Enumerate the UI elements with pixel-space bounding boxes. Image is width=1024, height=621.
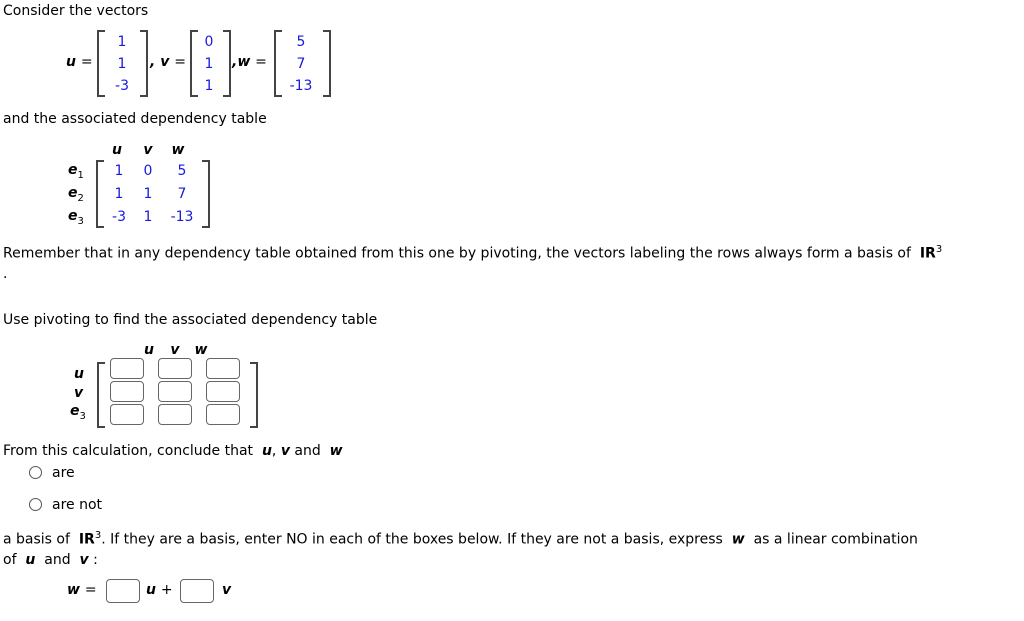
v-2: 1 xyxy=(204,56,214,72)
row-e1: $e_1$ xyxy=(68,162,84,181)
w-1: 5 xyxy=(296,34,306,50)
v-label: , v = xyxy=(150,54,186,70)
u-plus: u + xyxy=(146,582,173,598)
pivot-cell-input-r2-c3[interactable] xyxy=(206,381,240,402)
bracket-left xyxy=(274,30,282,97)
bracket-right xyxy=(223,30,231,97)
cell: 1 xyxy=(143,186,153,202)
conclude-text: From this calculation, conclude that u, v and w xyxy=(3,443,343,459)
cell: 0 xyxy=(143,163,153,179)
bracket-right xyxy=(140,30,148,97)
col-w: w xyxy=(171,142,185,158)
coef-v-input[interactable] xyxy=(180,579,214,603)
cell: -3 xyxy=(112,209,126,225)
intro-text: Consider the vectors xyxy=(3,3,149,19)
v-label: v xyxy=(222,582,232,598)
period: . xyxy=(3,266,8,282)
w-eq-label: w = xyxy=(67,582,97,598)
u-3: -3 xyxy=(115,78,129,94)
w-2: 7 xyxy=(296,56,306,72)
pivot-cell-input-r3-c1[interactable] xyxy=(110,404,144,425)
row-e2: $e_2$ xyxy=(68,185,84,204)
w-3: -13 xyxy=(289,78,313,94)
pivot-cell-input-r3-c3[interactable] xyxy=(206,404,240,425)
pivot-cell-input-r3-c2[interactable] xyxy=(158,404,192,425)
cell: 1 xyxy=(143,209,153,225)
remember-text: Remember that in any dependency table obtained from this one by pivoting, the vectors labeling the rows always form a basis of $IR^3$ xyxy=(3,244,943,262)
radio-are-not[interactable] xyxy=(29,498,42,511)
cell: 5 xyxy=(177,163,187,179)
u-2: 1 xyxy=(117,56,127,72)
v-3: 1 xyxy=(204,78,214,94)
col-u: u xyxy=(144,342,154,358)
cell: 1 xyxy=(114,186,124,202)
row-v: v xyxy=(74,385,84,401)
pivot-cell-input-r1-c2[interactable] xyxy=(158,358,192,379)
bracket-left xyxy=(97,30,105,97)
row-e3: $e_3$ xyxy=(70,403,86,422)
u-1: 1 xyxy=(117,34,127,50)
coef-u-input[interactable] xyxy=(106,579,140,603)
pivot-prompt: Use pivoting to find the associated dependency table xyxy=(3,312,378,328)
v-1: 0 xyxy=(204,34,214,50)
pivot-cell-input-r2-c1[interactable] xyxy=(110,381,144,402)
pivot-cell-input-r2-c2[interactable] xyxy=(158,381,192,402)
bracket-left xyxy=(96,160,104,228)
col-v: v xyxy=(143,142,153,158)
bracket-left xyxy=(97,362,105,428)
basis-text-2: of u and v : xyxy=(3,552,98,568)
option-are-not-label[interactable]: are not xyxy=(52,497,103,513)
cell: 1 xyxy=(114,163,124,179)
option-are-label[interactable]: are xyxy=(52,465,75,481)
cell: 7 xyxy=(177,186,187,202)
basis-text: a basis of $IR^3$. If they are a basis, enter NO in each of the boxes below. If they are not a basis, express w as a linear combination xyxy=(3,530,918,548)
col-w: w xyxy=(194,342,208,358)
u-label: u = xyxy=(66,54,93,70)
dep-intro: and the associated dependency table xyxy=(3,111,267,127)
cell: -13 xyxy=(170,209,194,225)
bracket-right xyxy=(250,362,258,428)
bracket-right xyxy=(202,160,210,228)
pivot-cell-input-r1-c3[interactable] xyxy=(206,358,240,379)
pivot-cell-input-r1-c1[interactable] xyxy=(110,358,144,379)
row-u: u xyxy=(74,366,84,382)
bracket-right xyxy=(323,30,331,97)
col-v: v xyxy=(170,342,180,358)
col-u: u xyxy=(112,142,122,158)
radio-are[interactable] xyxy=(29,466,42,479)
row-e3: $e_3$ xyxy=(68,208,84,227)
w-label: ,w = xyxy=(232,54,267,70)
